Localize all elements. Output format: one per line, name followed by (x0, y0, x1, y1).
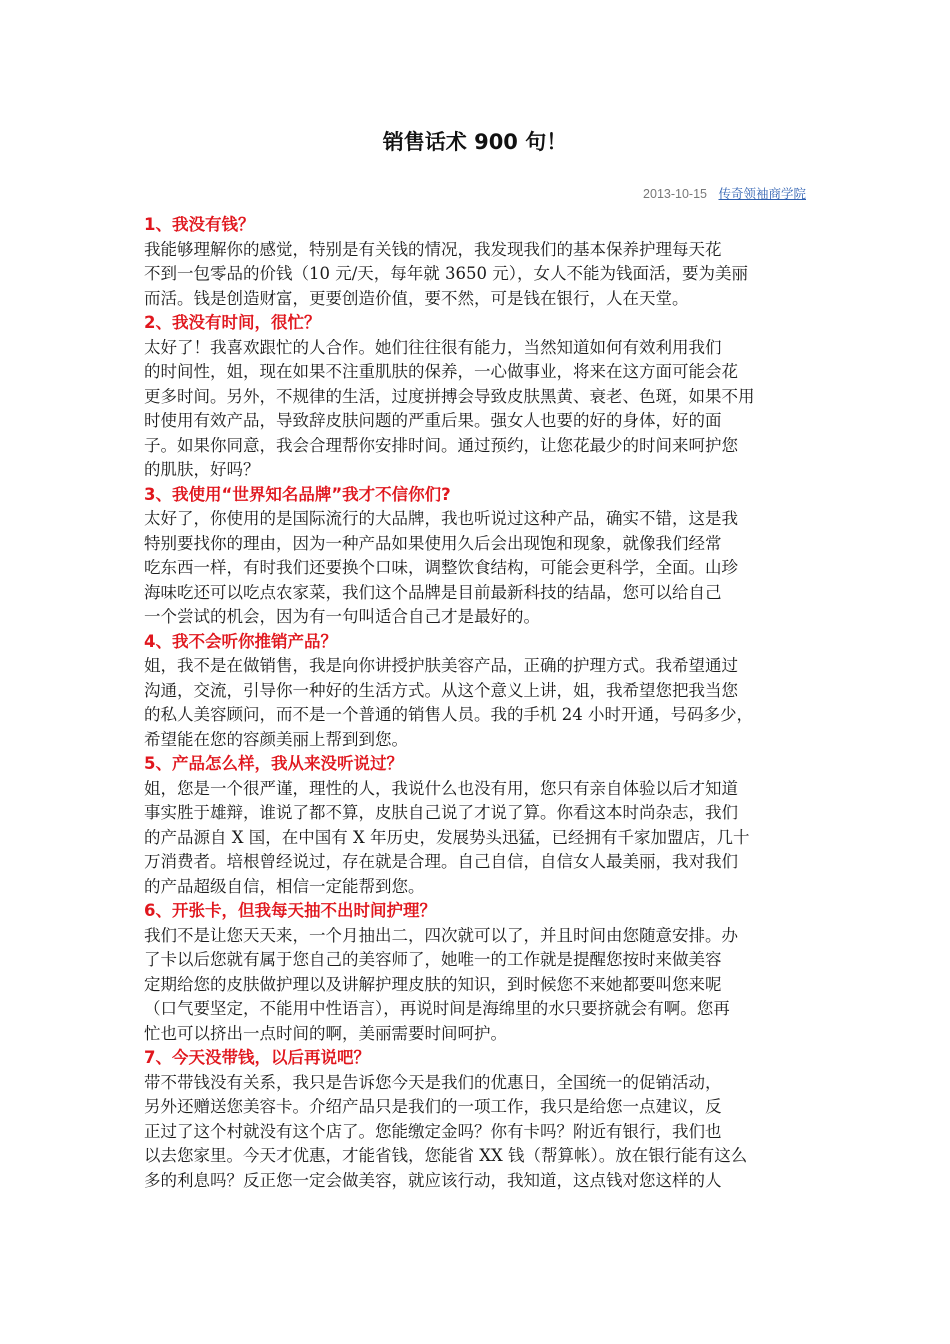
answer-line: 的产品源自 X 国，在中国有 X 年历史，发展势头迅猛，已经拥有千家加盟店，几十 (144, 827, 750, 847)
answer-line: 了卡以后您就有属于您自己的美容师了，她唯一的工作就是提醒您按时来做美容 (144, 950, 722, 969)
answer-line: 太好了！我喜欢跟忙的人合作。她们往往很有能力，当然知道如何有效利用我们 (144, 337, 722, 357)
question-heading: 2、我没有时间，很忙？ (144, 313, 321, 332)
answer-line: 海味吃还可以吃点农家菜，我们这个品牌是目前最新科技的结晶，您可以给自己 (144, 582, 722, 602)
question-heading: 3、我使用“世界知名品牌”我才不信你们? (144, 484, 451, 504)
answer-line: 带不带钱没有关系，我只是告诉您今天是我们的优惠日，全国统一的促销活动， (144, 1072, 722, 1092)
author-link[interactable]: 传奇领袖商学院 (718, 186, 806, 201)
question-heading: 1、我没有钱？ (144, 215, 255, 234)
answer-paragraph (144, 777, 812, 900)
answer-paragraph (144, 924, 812, 1047)
article-meta (643, 184, 806, 202)
answer-line: 事实胜于雄辩，谁说了都不算，皮肤自己说了才说了算。你看这本时尚杂志，我们 (144, 803, 738, 822)
answer-paragraph (144, 1071, 812, 1194)
answer-line: 特别要找你的理由，因为一种产品如果使用久后会出现饱和现象，就像我们经常 (144, 533, 722, 553)
question-heading: 4、我不会听你推销产品？ (144, 631, 337, 651)
answer-paragraph (144, 507, 812, 630)
answer-line: 一个尝试的机会，因为有一句叫适合自己才是最好的。 (144, 607, 540, 626)
answer-line: 希望能在您的容颜美丽上帮到到您。 (144, 729, 408, 749)
answer-line: 姐，我不是在做销售，我是向你讲授护肤美容产品，正确的护理方式。我希望通过 (144, 656, 738, 675)
answer-line: 沟通，交流，引导你一种好的生活方式。从这个意义上讲，姐，我希望您把我当您 (144, 680, 738, 700)
answer-line: 太好了，你使用的是国际流行的大品牌，我也听说过这种产品，确实不错，这是我 (144, 509, 738, 528)
answer-line: 更多时间。另外，不规律的生活，过度拼搏会导致皮肤黑黄、衰老、色斑，如果不用 (144, 386, 755, 406)
answer-line: 不到一包零品的价钱（10 元/天，每年就 3650 元），女人不能为钱面活，要为美丽 (144, 264, 749, 283)
answer-line: （口气要坚定，不能用中性语言），再说时间是海绵里的水只要挤就会有啊。您再 (144, 999, 730, 1018)
answer-line: 以去您家里。今天才优惠，才能省钱，您能省 XX 钱（帮算帐）。放在银行能有这么 (144, 1146, 748, 1165)
answer-paragraph (144, 336, 812, 483)
answer-line: 的肌肤，好吗？ (144, 460, 260, 479)
question-heading: 6、开张卡，但我每天抽不出时间护理？ (144, 901, 436, 920)
answer-line: 万消费者。培根曾经说过，存在就是合理。自己自信，自信女人最美丽，我对我们 (144, 852, 738, 871)
answer-paragraph (144, 238, 812, 312)
article-body (144, 213, 812, 1193)
answer-line: 多的利息吗？反正您一定会做美容，就应该行动，我知道，这点钱对您这样的人 (144, 1170, 722, 1190)
answer-line: 我们不是让您天天来，一个月抽出二，四次就可以了，并且时间由您随意安排。办 (144, 925, 738, 945)
answer-line: 定期给您的皮肤做护理以及讲解护理皮肤的知识，到时候您不来她都要叫您来呢 (144, 974, 722, 994)
answer-line: 正过了这个村就没有这个店了。您能缴定金吗？你有卡吗？附近有银行，我们也 (144, 1121, 722, 1141)
answer-line: 吃东西一样，有时我们还要换个口味，调整饮食结构，可能会更科学，全面。山珍 (144, 558, 738, 577)
answer-line: 时使用有效产品，导致辞皮肤问题的严重后果。强女人也要的好的身体，好的面 (144, 411, 722, 430)
answer-line: 忙也可以挤出一点时间的啊，美丽需要时间呵护。 (144, 1023, 507, 1043)
answer-line: 另外还赠送您美容卡。介绍产品只是我们的一项工作，我只是给您一点建议，反 (144, 1097, 722, 1116)
page-title: 销售话术 900 句！ (382, 130, 568, 154)
answer-line: 的产品超级自信，相信一定能帮到您。 (144, 876, 425, 896)
question-heading: 7、今天没带钱，以后再说吧？ (144, 1048, 370, 1067)
answer-line: 的时间性，姐，现在如果不注重肌肤的保养，一心做事业，将来在这方面可能会花 (144, 362, 738, 381)
publish-date: 2013-10-15 (643, 187, 707, 201)
answer-line: 的私人美容顾问，而不是一个普通的销售人员。我的手机 24 小时开通，号码多少， (144, 705, 753, 724)
question-heading: 5、产品怎么样，我从来没听说过？ (144, 754, 403, 773)
answer-line: 而活。钱是创造财富，更要创造价值，要不然，可是钱在银行，人在天堂。 (144, 288, 689, 308)
answer-line: 姐，您是一个很严谨，理性的人，我说什么也没有用，您只有亲自体验以后才知道 (144, 778, 738, 798)
answer-line: 子。如果你同意，我会合理帮你安排时间。通过预约，让您花最少的时间来呵护您 (144, 435, 738, 455)
answer-paragraph (144, 654, 812, 752)
answer-line: 我能够理解你的感觉，特别是有关钱的情况，我发现我们的基本保养护理每天花 (144, 239, 722, 259)
